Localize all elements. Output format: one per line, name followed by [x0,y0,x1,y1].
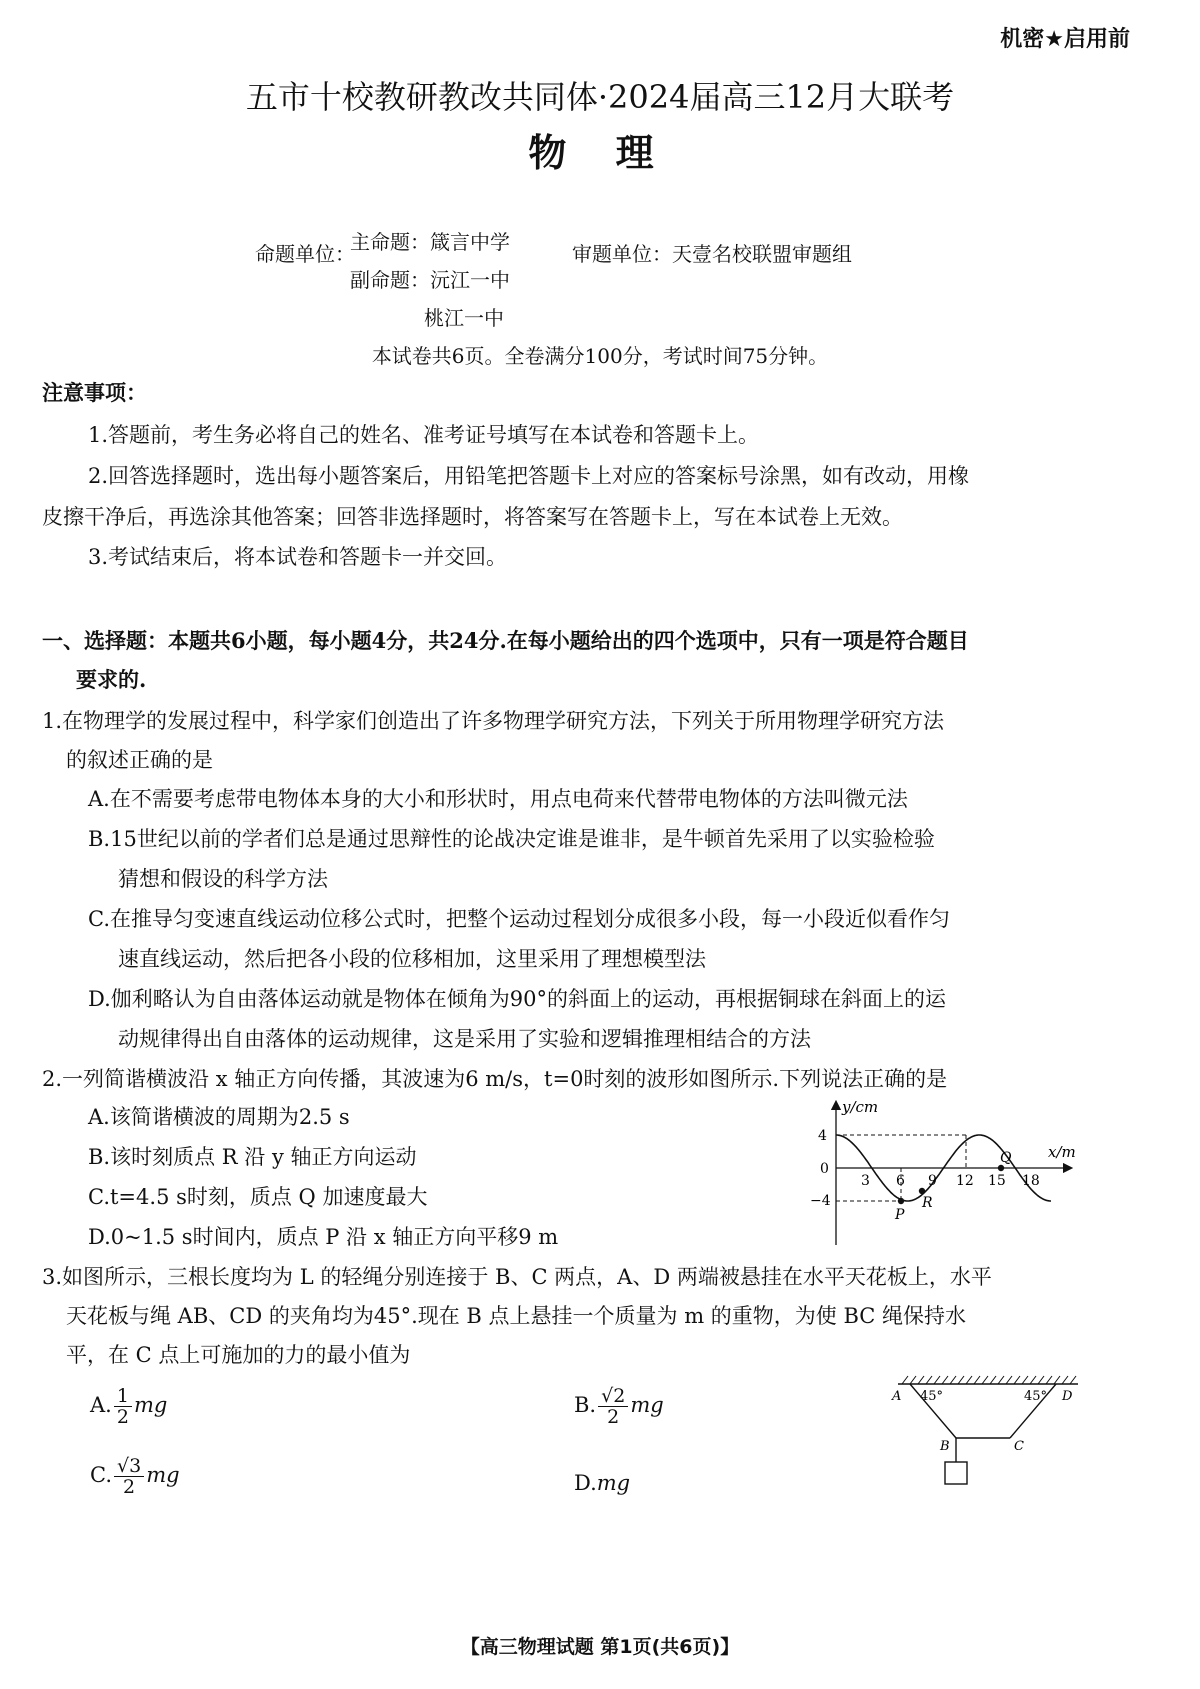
fraction-half [114,1386,132,1427]
hatch-line [982,1376,988,1384]
section-heading-cont: 要求的. [76,667,147,692]
q1-stem: 1.在物理学的发展过程中，科学家们创造出了许多物理学研究方法，下列关于所用物理学研究方法 [42,709,945,733]
hatch-line [966,1376,972,1384]
q2-stem: 2.一列简谐横波沿 x 轴正方向传播，其波速为6 m/s，t=0时刻的波形如图所示.下列说法正确的是 [42,1067,948,1091]
y-tick-neg4: −4 [810,1193,831,1209]
label-d: D [1062,1389,1073,1404]
point-r [919,1188,925,1194]
ceiling-hatch [902,1376,1076,1384]
weight-block [945,1462,967,1484]
exam-info: 本试卷共6页。全卷满分100分，考试时间75分钟。 [371,344,829,368]
fraction-root2 [598,1386,628,1427]
hatch-line [998,1376,1004,1384]
fraction-root3 [114,1456,144,1497]
q3-stem-cont2: 平，在 C 点上可施加的力的最小值为 [66,1343,411,1367]
q2-option-a: A.该简谐横波的周期为2.5 s [88,1105,350,1129]
q3-option-b [574,1386,664,1427]
q1-option-c: C.在推导匀变速直线运动位移公式时，把整个运动过程划分成很多小段，每一小段近似看作匀 [88,907,950,931]
q3-option-d [574,1468,630,1498]
hatch-line [1046,1376,1052,1384]
confidential-label: 机密★启用前 [1000,27,1130,52]
q1-option-c-cont: 速直线运动，然后把各小段的位移相加，这里采用了理想模型法 [118,947,706,971]
wave-graph [800,1095,1090,1255]
org-label: 命题单位： [255,242,355,266]
label-b: B [940,1439,950,1454]
mg-text: mg [630,1393,664,1417]
subject-title: 物 理 [528,130,672,175]
hatch-line [1006,1376,1012,1384]
hatch-line [1030,1376,1036,1384]
x-tick-15: 15 [988,1173,1006,1189]
q3-stem: 3.如图所示，三根长度均为 L 的轻绳分别连接于 B、C 两点，A、D 两端被悬挂在水平天花板上，水平 [42,1265,992,1289]
y-tick-4: 4 [818,1128,827,1144]
x-tick-12: 12 [956,1173,974,1189]
mg-text: mg [596,1471,631,1495]
q3-option-a [90,1386,167,1427]
label-r: R [922,1195,933,1211]
hatch-line [950,1376,956,1384]
hatch-line [910,1376,916,1384]
notice-item-2b: 皮擦干净后，再选涂其他答案；回答非选择题时，将答案写在答题卡上，写在本试卷上无效。 [42,505,903,529]
org-vice2: 桃江一中 [424,306,504,330]
point-p [898,1198,904,1204]
hatch-line [926,1376,932,1384]
x-tick-9: 9 [928,1173,937,1189]
mg-text: mg [133,1393,168,1417]
section-heading: 一、选择题：本题共6小题，每小题4分，共24分.在每小题给出的四个选项中，只有一项是符合题目 [42,628,969,653]
q3-option-d-label: D. [574,1471,597,1495]
q1-option-b-cont: 猜想和假设的科学方法 [118,867,328,891]
x-tick-3: 3 [861,1173,870,1189]
label-c: C [1014,1439,1024,1454]
mg-text: mg [146,1463,180,1487]
q2-option-b: B.该时刻质点 R 沿 y 轴正方向运动 [88,1145,417,1169]
hatch-line [1022,1376,1028,1384]
notice-item-3: 3.考试结束后，将本试卷和答题卡一并交回。 [88,545,508,569]
y-axis-label: y/cm [842,1098,879,1116]
hatch-line [942,1376,948,1384]
q3-option-c [90,1456,180,1497]
angle-a: 45° [920,1389,944,1404]
frac-num: 1 [114,1386,132,1407]
frac-num: √2 [598,1386,628,1407]
hatch-line [918,1376,924,1384]
frac-den: 2 [607,1406,620,1428]
org-vice: 副命题：沅江一中 [350,268,510,292]
org-main: 主命题：箴言中学 [350,230,510,254]
label-p: P [895,1207,905,1223]
q1-option-a: A.在不需要考虑带电物体本身的大小和形状时，用点电荷来代替带电物体的方法叫微元法 [88,787,908,811]
hatch-line [974,1376,980,1384]
frac-den: 2 [116,1406,129,1428]
q2-option-c: C.t=4.5 s时刻，质点 Q 加速度最大 [88,1185,428,1209]
hatch-line [902,1376,908,1384]
q3-stem-cont: 天花板与绳 AB、CD 的夹角均为45°.现在 B 点上悬挂一个质量为 m 的重物，为使 BC 绳保持水 [66,1304,967,1328]
x-axis-label: x/m [1048,1143,1076,1161]
q1-option-b: B.15世纪以前的学者们总是通过思辩性的论战决定谁是谁非，是牛顿首先采用了以实验检验 [88,827,935,851]
hatch-line [990,1376,996,1384]
y-tick-0: 0 [820,1161,829,1177]
notice-heading: 注意事项： [42,380,147,405]
org-review: 审题单位：天壹名校联盟审题组 [572,242,852,266]
rope-figure [888,1370,1088,1500]
notice-item-1: 1.答题前，考生务必将自己的姓名、准考证号填写在本试卷和答题卡上。 [88,423,760,447]
hatch-line [1038,1376,1044,1384]
label-q: Q [1000,1150,1012,1166]
hatch-line [1062,1376,1068,1384]
hatch-line [1054,1376,1060,1384]
x-tick-6: 6 [896,1173,905,1189]
frac-den: 2 [123,1476,136,1498]
frac-num: √3 [114,1456,144,1477]
q1-stem-cont: 的叙述正确的是 [66,748,213,772]
hatch-line [1070,1376,1076,1384]
q3-option-b-label: B. [574,1393,597,1417]
notice-item-2a: 2.回答选择题时，选出每小题答案后，用铅笔把答题卡上对应的答案标号涂黑，如有改动，用橡 [88,464,970,488]
exam-title: 五市十校教研教改共同体·2024届高三12月大联考 [245,78,955,116]
label-a: A [892,1389,902,1404]
q1-option-d: D.伽利略认为自由落体运动就是物体在倾角为90°的斜面上的运动，再根据铜球在斜面上的运 [88,987,946,1011]
page-footer: 【高三物理试题 第1页(共6页)】 [460,1636,740,1658]
x-tick-18: 18 [1022,1173,1040,1189]
q3-option-c-label: C. [90,1463,112,1487]
hatch-line [958,1376,964,1384]
q2-option-d: D.0~1.5 s时间内，质点 P 沿 x 轴正方向平移9 m [88,1225,559,1249]
q1-option-d-cont: 动规律得出自由落体的运动规律，这是采用了实验和逻辑推理相结合的方法 [118,1027,811,1051]
angle-d: 45° [1024,1389,1048,1404]
hatch-line [934,1376,940,1384]
hatch-line [1014,1376,1020,1384]
q3-option-a-label: A. [90,1393,112,1417]
